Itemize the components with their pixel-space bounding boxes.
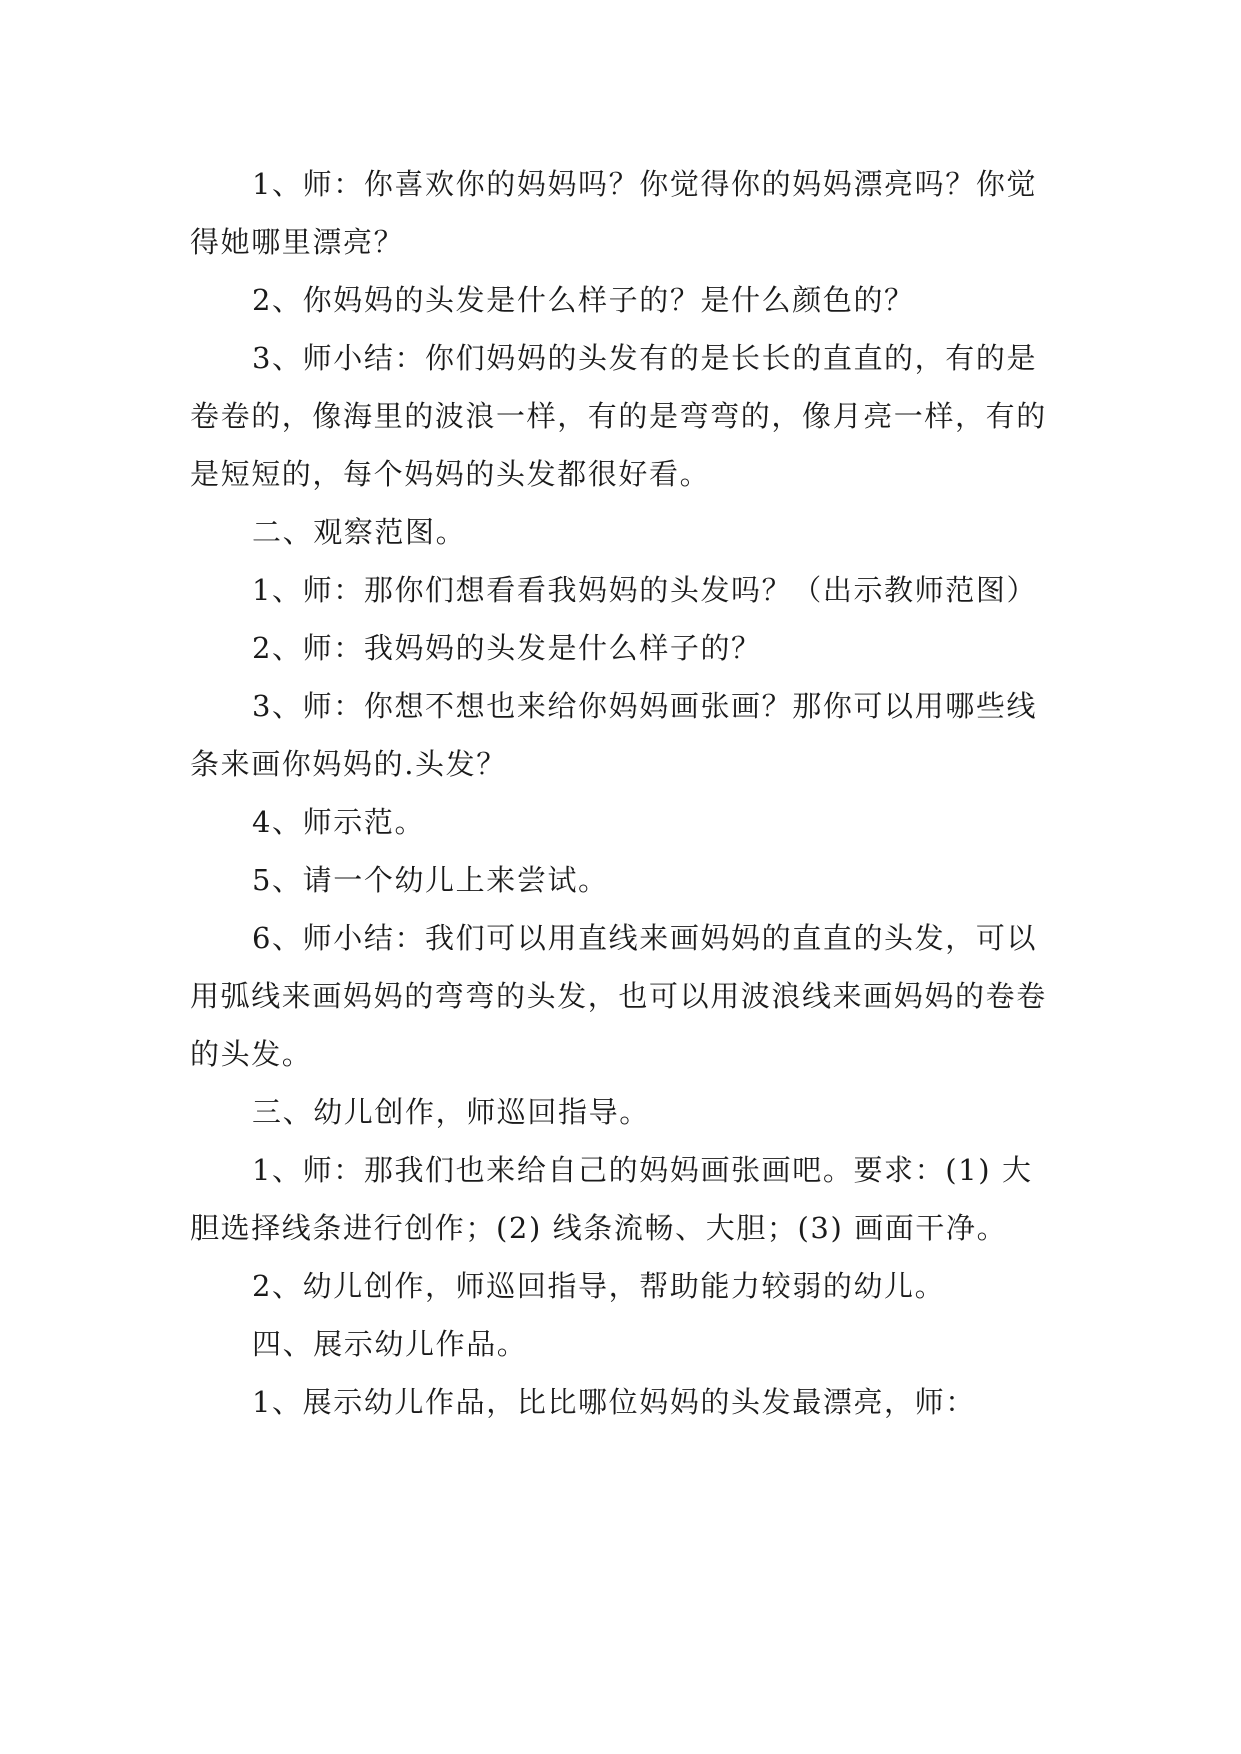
paragraph-2: 2、你妈妈的头发是什么样子的？是什么颜色的？ (252, 283, 915, 317)
paragraph-3: 3、师小结：你们妈妈的头发有的是长长的直直的，有的是卷卷的，像海里的波浪一样，有的是弯弯的，像月亮一样，有的是短短的，每个妈妈的头发都很好看。 (190, 341, 1047, 491)
paragraph-13: 2、幼儿创作，师巡回指导，帮助能力较弱的幼儿。 (252, 1269, 946, 1303)
paragraph-5: 1、师：那你们想看看我妈妈的头发吗？（出示教师范图） (252, 573, 1038, 607)
section-heading-2: 二、观察范图。 (252, 515, 467, 549)
paragraph-1: 1、师：你喜欢你的妈妈吗？你觉得你的妈妈漂亮吗？你觉得她哪里漂亮？ (190, 167, 1038, 259)
paragraph-12: 1、师：那我们也来给自己的妈妈画张画吧。要求：(1) 大胆选择线条进行创作；(2) 线条流畅、大胆；(3) 画面干净。 (190, 1153, 1033, 1245)
paragraph-15: 1、展示幼儿作品，比比哪位妈妈的头发最漂亮，师： (252, 1385, 976, 1419)
section-heading-4: 四、展示幼儿作品。 (252, 1327, 528, 1361)
document-body (190, 155, 1062, 1431)
paragraph-10: 6、师小结：我们可以用直线来画妈妈的直直的头发，可以用弧线来画妈妈的弯弯的头发，也可以用波浪线来画妈妈的卷卷的头发。 (190, 921, 1047, 1071)
section-heading-3: 三、幼儿创作，师巡回指导。 (252, 1095, 650, 1129)
paragraph-7: 3、师：你想不想也来给你妈妈画张画？那你可以用哪些线条来画你妈妈的.头发？ (190, 689, 1038, 781)
paragraph-9: 5、请一个幼儿上来尝试。 (252, 863, 609, 897)
paragraph-6: 2、师：我妈妈的头发是什么样子的？ (252, 631, 762, 665)
paragraph-8: 4、师示范。 (252, 805, 426, 839)
